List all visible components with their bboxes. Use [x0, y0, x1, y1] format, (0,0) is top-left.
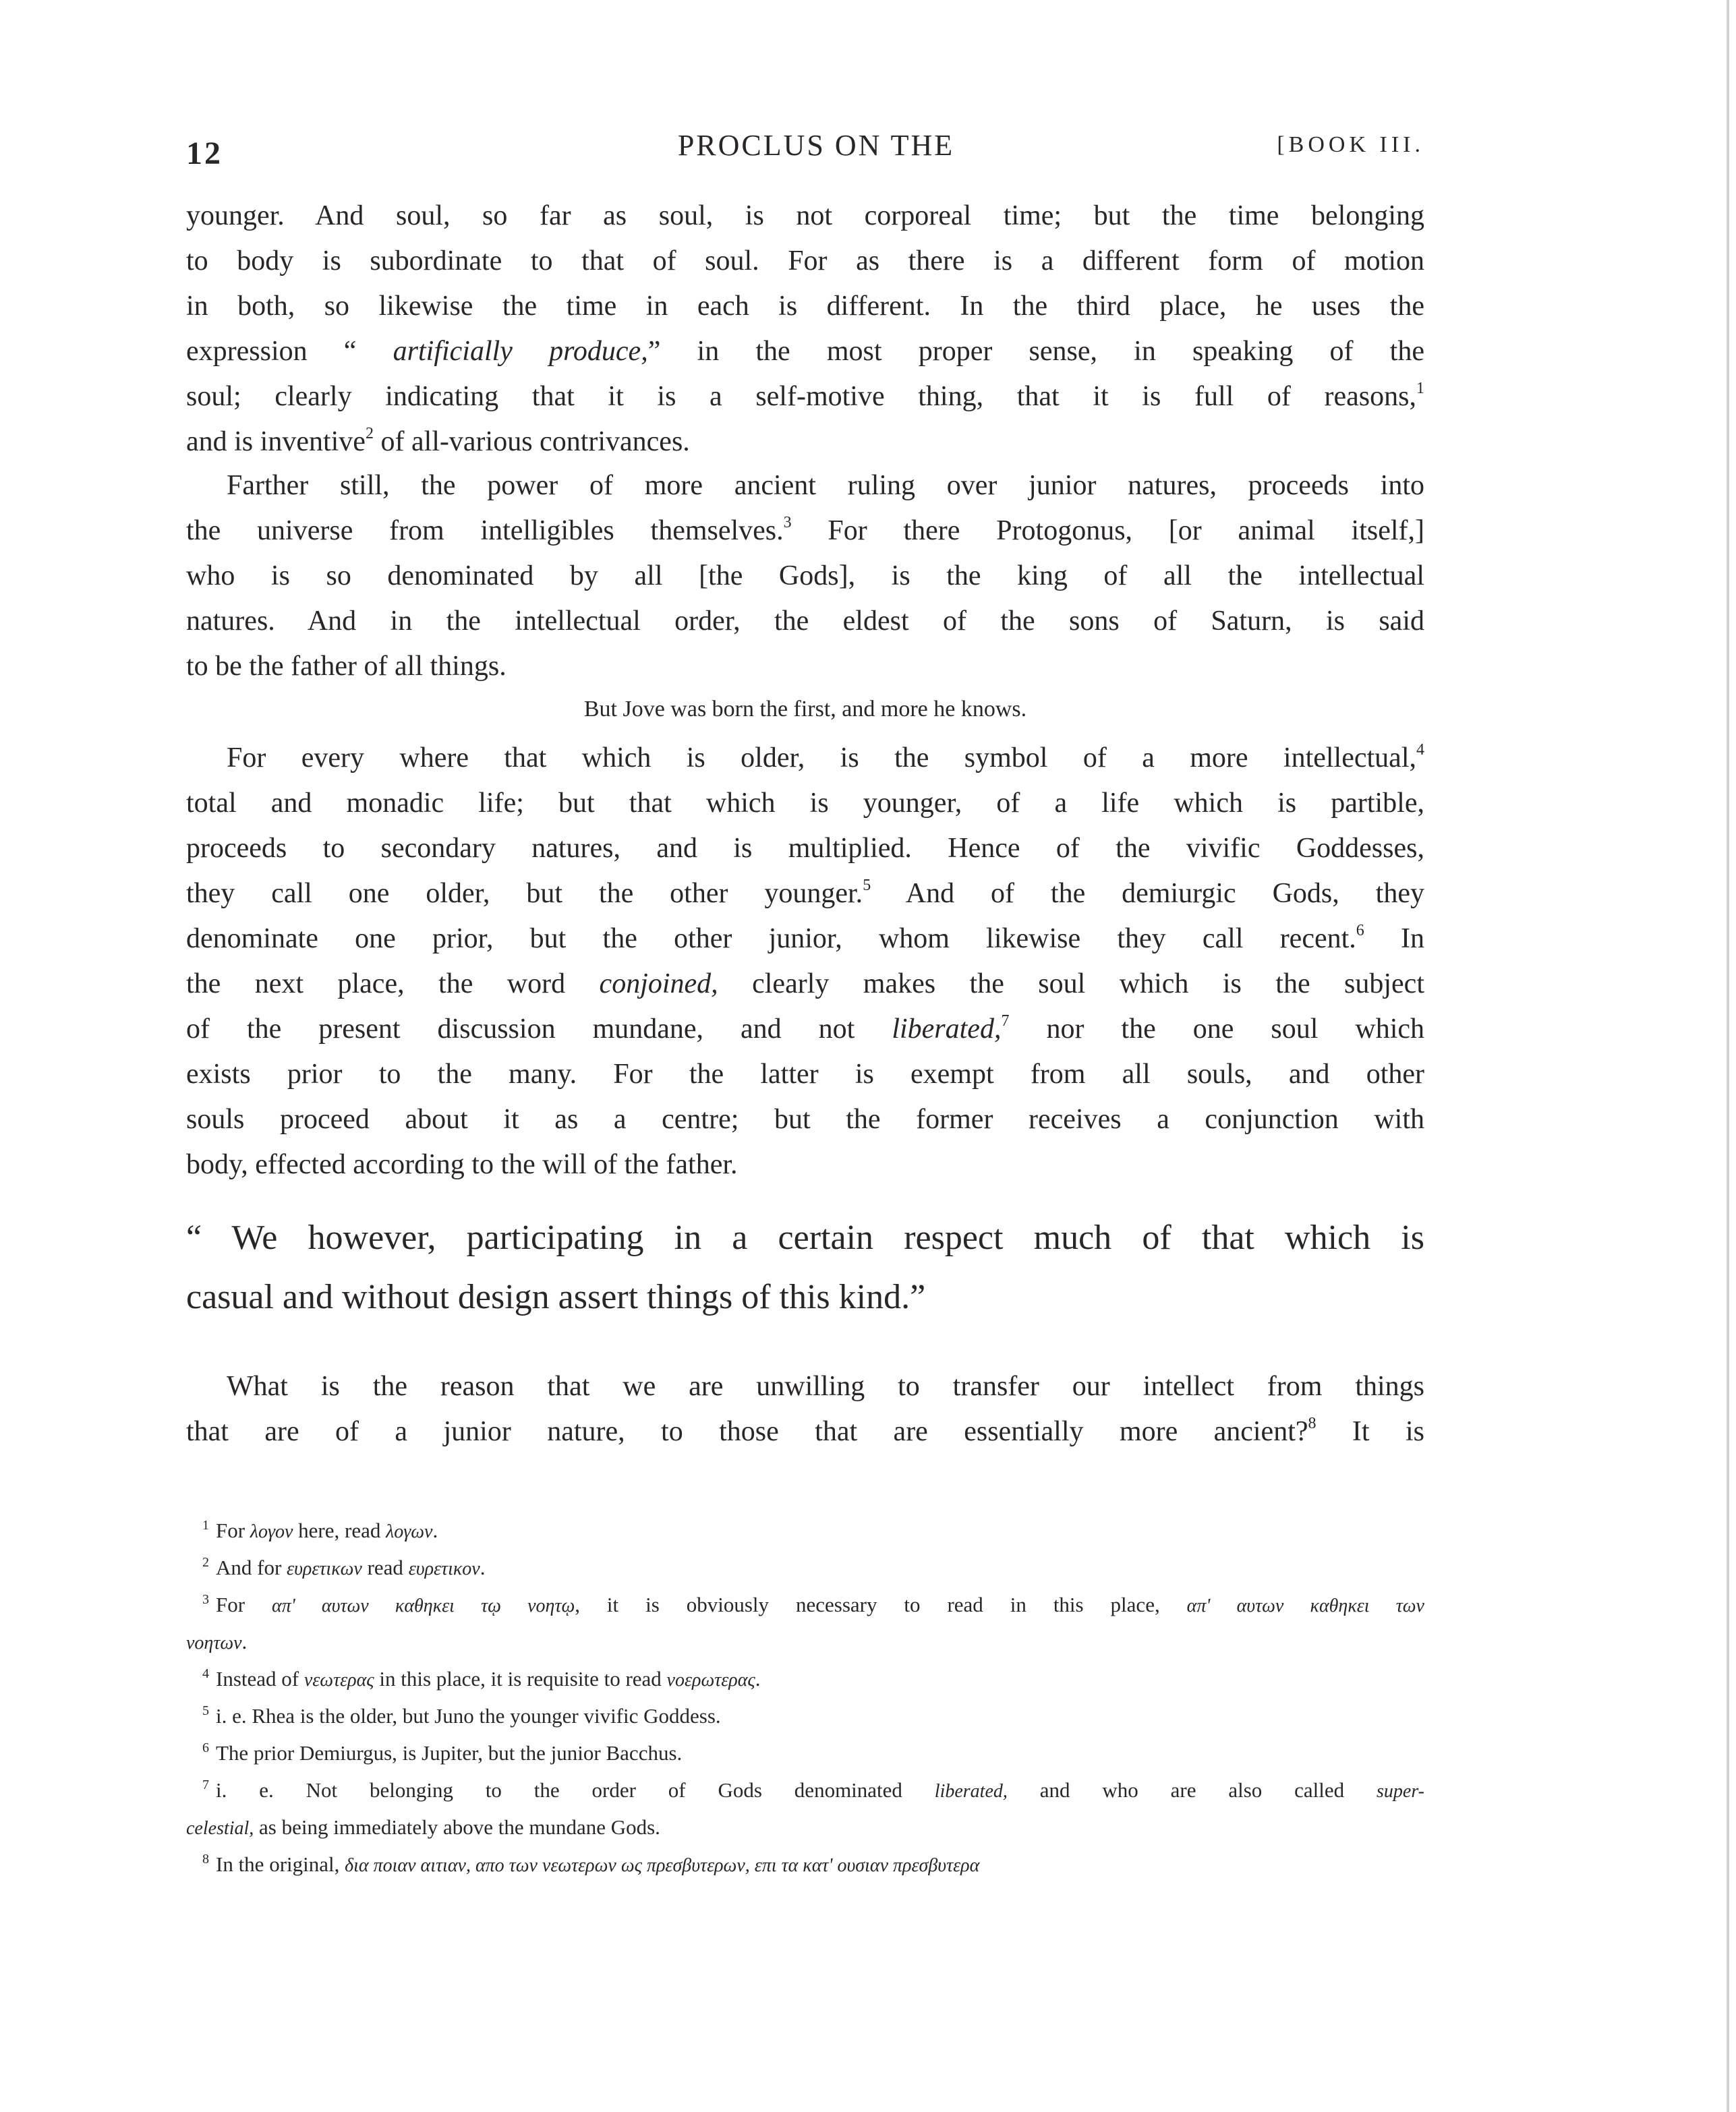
footnote-reference: 8	[1308, 1415, 1317, 1432]
para-block	[186, 736, 1424, 1187]
text-run: For every where that which is older, is the symbol of a more intellectual,	[227, 742, 1416, 773]
text-line	[186, 962, 1424, 1007]
footnote-line	[186, 1549, 1424, 1586]
footnote-line	[186, 1512, 1424, 1549]
text-run: that are of a junior nature, to those that are essentially more ancient?	[186, 1416, 1308, 1447]
text-line	[186, 781, 1424, 826]
text-run: nor the one soul which	[1009, 1014, 1425, 1045]
text-run: And for	[216, 1556, 287, 1579]
text-run: And of the demiurgic Gods, they	[871, 878, 1424, 909]
footnote-marker: 6	[202, 1740, 209, 1755]
text-run: the universe from intelligibles themselves.	[186, 515, 784, 546]
text-line	[186, 1097, 1424, 1142]
footnote-line	[186, 1809, 1424, 1846]
text-line	[186, 1208, 1424, 1268]
footnote-line	[186, 1586, 1424, 1623]
italic-text: λογον	[250, 1521, 293, 1542]
text-run: “ We however, participating in a certain respect much of that which is	[186, 1219, 1424, 1257]
text-run: exists prior to the many. For the latter is exempt from all souls, and other	[186, 1059, 1424, 1090]
text-run: expression “	[186, 336, 393, 367]
italic-text: νοητων	[186, 1633, 242, 1653]
italic-text: liberated,	[892, 1014, 1002, 1045]
verse-block	[186, 686, 1424, 732]
text-run: younger. And soul, so far as soul, is not corporeal time; but the time belonging	[186, 200, 1424, 231]
text-line	[186, 554, 1424, 599]
text-run: they call one older, but the other younger.	[186, 878, 863, 909]
italic-text: νεωτερας	[303, 1670, 374, 1691]
text-run: i. e. Rhea is the older, but Juno the younger vivific Goddess.	[216, 1704, 721, 1728]
text-run: .	[241, 1630, 248, 1653]
text-run: souls proceed about it as a centre; but the former receives a conjunction with	[186, 1104, 1424, 1135]
footnote-line	[186, 1660, 1424, 1697]
text-run: i. e. Not belonging to the order of Gods denominated	[216, 1778, 935, 1802]
text-line	[186, 736, 1424, 781]
footnote-line	[186, 1771, 1424, 1809]
footnote-marker: 2	[202, 1555, 209, 1570]
footnote-reference: 6	[1356, 922, 1364, 939]
text-run: proceeds to secondary natures, and is multiplied. Hence of the vivific Goddesses,	[186, 833, 1424, 864]
text-run: For	[216, 1593, 272, 1616]
text-run: Farther still, the power of more ancient ruling over junior natures, proceeds into	[227, 470, 1424, 501]
text-line	[186, 1007, 1424, 1052]
text-line	[186, 1052, 1424, 1097]
text-run: read	[361, 1556, 409, 1579]
text-line	[186, 871, 1424, 916]
footnote-marker: 1	[202, 1518, 209, 1533]
running-title: PROCLUS ON THE	[677, 129, 955, 162]
text-run: who is so denominated by all [the Gods], is the king of all the intellectual	[186, 560, 1424, 591]
text-run: For there Protogonus, [or animal itself,]	[791, 515, 1424, 546]
text-line	[186, 1268, 1424, 1327]
para-block	[186, 194, 1424, 465]
footnote-line	[186, 1697, 1424, 1734]
text-run: of the present discussion mundane, and not	[186, 1014, 892, 1045]
text-run: .	[432, 1519, 438, 1542]
italic-text: artificially produce,	[393, 336, 648, 367]
text-line	[186, 284, 1424, 329]
text-run: in both, so likewise the time in each is different. In the third place, he uses the	[186, 291, 1424, 322]
text-run: in this place, it is requisite to read	[374, 1667, 667, 1691]
italic-text: conjoined,	[599, 968, 718, 999]
text-run: But Jove was born the first, and more he knows.	[583, 697, 1027, 722]
text-line	[186, 1142, 1424, 1187]
italic-text: liberated,	[934, 1781, 1008, 1802]
italic-text: απ' αυτων καθηκει των	[1186, 1595, 1424, 1616]
text-run: body, effected according to the will of the father.	[186, 1149, 738, 1180]
text-run: , it is obviously necessary to read in this place,	[575, 1593, 1187, 1616]
text-run: of all-various contrivances.	[373, 426, 690, 457]
para-block	[186, 463, 1424, 689]
text-run: as being immediately above the mundane Gods.	[254, 1815, 660, 1839]
text-line	[186, 686, 1424, 732]
text-line	[186, 239, 1424, 284]
footnote-reference: 3	[783, 514, 792, 531]
text-line	[186, 1364, 1424, 1409]
text-run: casual and without design assert things of this kind.”	[186, 1278, 926, 1316]
footnote-marker: 5	[202, 1703, 209, 1718]
text-run: The prior Demiurgus, is Jupiter, but the junior Bacchus.	[216, 1741, 683, 1765]
text-run: In the original,	[216, 1852, 345, 1876]
text-run: .	[480, 1556, 486, 1579]
text-run: denominate one prior, but the other junior, whom likewise they call recent.	[186, 923, 1356, 954]
footnote-reference: 2	[365, 425, 374, 442]
footnote-reference: 5	[863, 877, 871, 894]
footnote-line	[186, 1623, 1424, 1660]
footnote-marker: 7	[202, 1778, 209, 1792]
quote-block	[186, 1208, 1424, 1327]
page-edge	[1727, 0, 1729, 2112]
text-line	[186, 463, 1424, 508]
italic-text: ευρετικων	[287, 1558, 362, 1579]
text-run: Instead of	[216, 1667, 304, 1691]
text-run: For	[216, 1519, 250, 1542]
italic-text: απ' αυτων καθηκει τῳ νοητῳ	[272, 1595, 575, 1616]
page-number: 12	[186, 136, 223, 171]
text-run: soul; clearly indicating that it is a self-motive thing, that it is full of reasons,	[186, 381, 1416, 412]
footnote-marker: 4	[202, 1666, 209, 1681]
text-run: and is inventive	[186, 426, 366, 457]
text-line	[186, 644, 1424, 689]
footnote-marker: 8	[202, 1852, 209, 1867]
text-run: here, read	[293, 1519, 386, 1542]
text-run: to body is subordinate to that of soul. For as there is a different form of motion	[186, 245, 1424, 276]
footnotes	[186, 1512, 1424, 1883]
text-line	[186, 194, 1424, 239]
text-run: What is the reason that we are unwilling to transfer our intellect from things	[227, 1371, 1424, 1402]
footnote-line	[186, 1734, 1424, 1771]
footnote-reference: 7	[1001, 1012, 1010, 1030]
text-run: In	[1364, 923, 1424, 954]
footnote-line	[186, 1846, 1424, 1883]
text-line	[186, 374, 1424, 419]
text-run: It is	[1316, 1416, 1424, 1447]
text-line	[186, 826, 1424, 871]
text-run: ” in the most proper sense, in speaking of the	[647, 336, 1424, 367]
text-run: total and monadic life; but that which is younger, of a life which is partible,	[186, 788, 1424, 819]
text-line	[186, 1409, 1424, 1455]
footnote-reference: 4	[1416, 741, 1424, 759]
italic-text: δια ποιαν αιτιαν, απο των νεωτερων ως πρεσβυτερων, επι τα κατ' ουσιαν πρεσβυτερα	[345, 1855, 980, 1876]
text-line	[186, 508, 1424, 554]
text-line	[186, 916, 1424, 962]
text-line	[186, 329, 1424, 374]
footnote-reference: 1	[1416, 380, 1424, 397]
footnote-marker: 3	[202, 1592, 209, 1607]
text-run: natures. And in the intellectual order, the eldest of the sons of Saturn, is said	[186, 606, 1424, 637]
italic-text: super-	[1377, 1781, 1424, 1802]
text-run: to be the father of all things.	[186, 651, 507, 682]
italic-text: ευρετικον	[408, 1558, 480, 1579]
text-run: the next place, the word	[186, 968, 600, 999]
book-label: [BOOK III.	[1277, 132, 1424, 157]
italic-text: celestial,	[186, 1818, 254, 1839]
italic-text: λογων	[386, 1521, 433, 1542]
text-run: and who are also called	[1007, 1778, 1377, 1802]
text-line	[186, 419, 1424, 465]
italic-text: νοερωτερας	[666, 1670, 755, 1691]
para-block	[186, 1364, 1424, 1455]
text-line	[186, 599, 1424, 644]
text-run: clearly makes the soul which is the subject	[718, 968, 1424, 999]
text-run: .	[755, 1667, 761, 1691]
